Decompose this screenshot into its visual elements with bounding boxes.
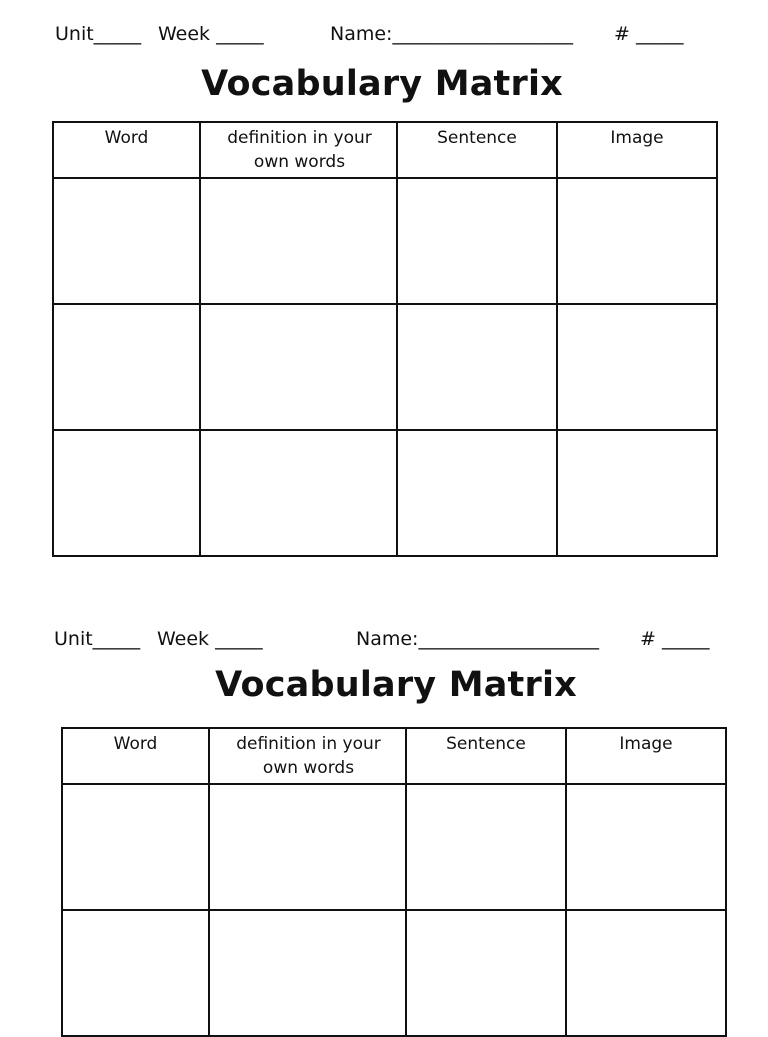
vocabulary-matrix-table xyxy=(52,121,718,557)
week-field: Week _____ xyxy=(158,23,264,45)
name-field: Name:___________________ xyxy=(330,23,573,45)
number-field: # _____ xyxy=(640,628,710,650)
image-cell[interactable] xyxy=(557,178,717,304)
table-row xyxy=(53,430,717,556)
column-header-sentence: Sentence xyxy=(397,122,557,178)
sheet-1-header xyxy=(0,22,768,46)
column-header-definition: definition in your own words xyxy=(209,728,406,784)
column-header-image: Image xyxy=(557,122,717,178)
sheet-2-header xyxy=(0,627,768,651)
name-field: Name:___________________ xyxy=(356,628,599,650)
definition-cell[interactable] xyxy=(200,304,397,430)
image-cell[interactable] xyxy=(566,910,726,1036)
unit-field: Unit_____ xyxy=(54,628,141,650)
sentence-cell[interactable] xyxy=(397,304,557,430)
number-field: # _____ xyxy=(614,23,684,45)
word-cell[interactable] xyxy=(53,178,200,304)
column-header-word: Word xyxy=(62,728,209,784)
table-row xyxy=(53,304,717,430)
table-row xyxy=(62,910,726,1036)
definition-cell[interactable] xyxy=(209,910,406,1036)
definition-cell[interactable] xyxy=(209,784,406,910)
image-cell[interactable] xyxy=(566,784,726,910)
week-field: Week _____ xyxy=(157,628,263,650)
word-cell[interactable] xyxy=(53,304,200,430)
table-header-row xyxy=(62,728,726,784)
word-cell[interactable] xyxy=(53,430,200,556)
word-cell[interactable] xyxy=(62,910,209,1036)
sentence-cell[interactable] xyxy=(397,178,557,304)
definition-cell[interactable] xyxy=(200,178,397,304)
column-header-definition: definition in your own words xyxy=(200,122,397,178)
page-title: Vocabulary Matrix xyxy=(215,665,577,705)
column-header-word: Word xyxy=(53,122,200,178)
column-header-sentence: Sentence xyxy=(406,728,566,784)
sentence-cell[interactable] xyxy=(406,784,566,910)
column-header-image: Image xyxy=(566,728,726,784)
unit-field: Unit_____ xyxy=(55,23,142,45)
sentence-cell[interactable] xyxy=(406,910,566,1036)
definition-cell[interactable] xyxy=(200,430,397,556)
vocabulary-matrix-table xyxy=(61,727,727,1037)
table-row xyxy=(62,784,726,910)
table-row xyxy=(53,178,717,304)
table-header-row xyxy=(53,122,717,178)
image-cell[interactable] xyxy=(557,430,717,556)
image-cell[interactable] xyxy=(557,304,717,430)
word-cell[interactable] xyxy=(62,784,209,910)
sentence-cell[interactable] xyxy=(397,430,557,556)
page-title: Vocabulary Matrix xyxy=(201,64,563,104)
